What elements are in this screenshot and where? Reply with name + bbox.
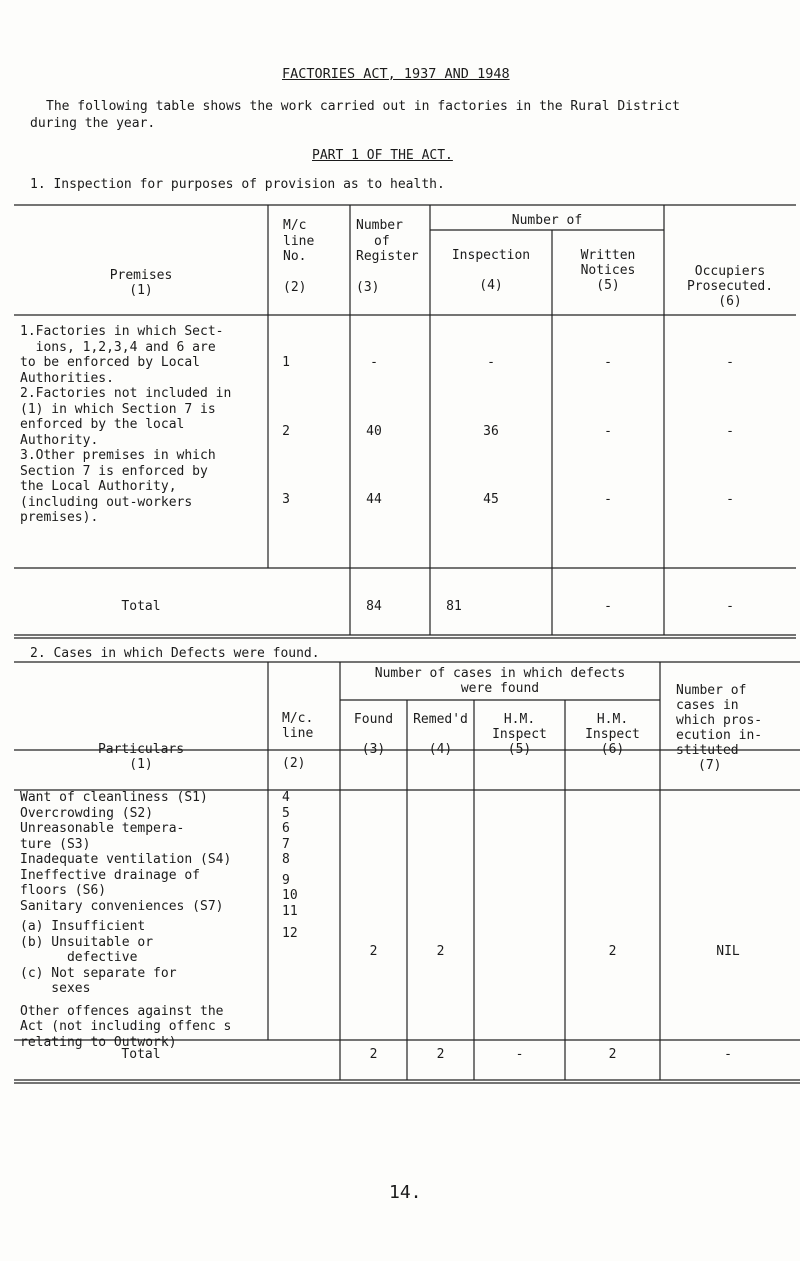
register-label-2: of <box>374 233 390 249</box>
particular-line: (c) Not separate for <box>20 965 177 981</box>
row3-line4: (including out-workers <box>20 494 193 510</box>
row3-line3: the Local Authority, <box>20 479 177 494</box>
t1-r2-register: 40 <box>366 424 382 439</box>
prosecution-label-2: cases in <box>676 698 739 713</box>
particular-line: sexes <box>20 981 91 996</box>
row3-line1: 3.Other premises in which <box>20 448 216 463</box>
premises-label: Premises <box>109 268 173 283</box>
particular-line: Overcrowding (S2) <box>20 805 154 821</box>
t2-total-prosecution: - <box>724 1047 732 1062</box>
t2-total-label: Total <box>121 1047 161 1062</box>
register-no: (3) <box>356 279 380 295</box>
particular-line: Other offences against the <box>20 1003 224 1019</box>
inspection-no: (4) <box>479 278 503 293</box>
row2-line3: enforced by the local <box>20 417 185 432</box>
particular-line: ture (S3) <box>20 836 91 852</box>
notices-no: (5) <box>596 278 620 293</box>
t2-prosecution-value: NIL <box>716 944 740 959</box>
prosecution-label-1: Number of <box>676 683 747 698</box>
t2-hm2-value: 2 <box>608 944 617 959</box>
t2-group-line-2: were found <box>460 681 540 696</box>
register-label-1: Number <box>356 218 403 233</box>
part-title: PART 1 OF THE ACT. <box>312 148 453 163</box>
t2-line-no: (2) <box>282 756 306 771</box>
inspection-label: Inspection <box>451 248 531 263</box>
t2-total-remedied: 2 <box>436 1047 445 1062</box>
line-number: 8 <box>282 852 290 867</box>
t2-found-value: 2 <box>369 944 378 959</box>
t1-r2-inspection: 36 <box>483 424 499 439</box>
hm2-label-2: Inspect <box>585 727 640 742</box>
hm1-no: (5) <box>507 742 532 757</box>
t1-r2-occupiers: - <box>726 424 734 439</box>
occupiers-label-2: Prosecuted. <box>686 279 774 294</box>
t1-total-notices: - <box>604 599 612 614</box>
t1-total-register: 84 <box>366 599 382 614</box>
occupiers-label-1: Occupiers <box>694 264 766 279</box>
page-number: 14. <box>389 1182 422 1203</box>
particular-line: Act (not including offenc s <box>20 1019 232 1034</box>
particulars-no: (1) <box>129 757 153 772</box>
prosecution-label-5: stituted <box>676 743 739 758</box>
section1-title: 1. Inspection for purposes of provision as to health. <box>30 177 445 192</box>
t1-r2-notices: - <box>604 424 612 439</box>
t1-r1-inspection: - <box>487 355 495 370</box>
particular-line: Sanitary conveniences (S7) <box>20 898 224 914</box>
t1-total-occupiers: - <box>726 599 734 614</box>
line-number: 9 <box>282 872 290 888</box>
row3-line2: Section 7 is enforced by <box>20 463 208 479</box>
t2-particulars-list <box>20 790 268 1050</box>
particular-line: (b) Unsuitable or <box>20 934 154 950</box>
t1-r3-occupiers: - <box>726 492 734 507</box>
t1-r1-register: - <box>370 355 378 370</box>
row2-line4: Authority. <box>20 432 99 448</box>
line-no: (2) <box>283 279 307 295</box>
register-label-3: Register <box>356 249 419 264</box>
t1-number-of-header: Number of <box>511 213 583 228</box>
t1-r1-occupiers: - <box>726 355 734 370</box>
particular-line: defective <box>20 950 138 965</box>
t1-r1-notices: - <box>604 355 612 370</box>
line-label-3: No. <box>283 249 307 264</box>
hm1-label-1: H.M. <box>503 712 536 727</box>
row1-line2: ions, 1,2,3,4 and 6 are <box>20 339 216 355</box>
particular-line: floors (S6) <box>20 883 107 898</box>
line-number: 7 <box>282 836 290 852</box>
particular-line: relating to Outwork) <box>20 1034 177 1050</box>
t2-total-found: 2 <box>369 1047 378 1062</box>
t2-group-line-1: Number of cases in which defects <box>374 666 626 681</box>
t2-remedied-value: 2 <box>436 944 445 959</box>
t2-line-label-2: line <box>282 726 314 741</box>
particular-line: Ineffective drainage of <box>20 867 201 883</box>
prosecution-label-3: which pros- <box>676 713 763 728</box>
t2-prosecution-header <box>676 683 796 773</box>
t1-r3-notices: - <box>604 492 612 507</box>
t1-total-inspection: 81 <box>446 599 462 614</box>
line-number: 10 <box>282 888 298 903</box>
t2-hm1-header <box>474 712 565 757</box>
notices-label-1: Written <box>580 248 636 263</box>
line-number: 11 <box>282 903 298 919</box>
row2-line1: 2.Factories not included in <box>20 386 232 401</box>
particulars-label: Particulars <box>97 742 185 757</box>
t2-found-header <box>340 712 407 757</box>
page-heading: FACTORIES ACT, 1937 AND 1948 <box>282 66 510 82</box>
remedied-label: Remed'd <box>413 712 468 727</box>
line-number: 4 <box>282 790 290 805</box>
intro-line-2: during the year. <box>30 116 156 131</box>
t1-r2-line: 2 <box>282 424 290 439</box>
intro-line-1: The following table shows the work carried out in factories in the Rural District <box>46 99 680 114</box>
t2-total-hm1: - <box>515 1047 524 1062</box>
row1-line1: 1.Factories in which Sect- <box>20 324 224 339</box>
t1-r3-inspection: 45 <box>483 492 499 507</box>
t2-line-header <box>282 711 340 771</box>
premises-no: (1) <box>129 283 153 298</box>
section2-title: 2. Cases in which Defects were found. <box>30 646 320 661</box>
t2-remedied-header <box>407 712 474 757</box>
remedied-no: (4) <box>428 742 453 757</box>
t1-r3-register: 44 <box>366 492 382 507</box>
line-number: 6 <box>282 821 290 836</box>
line-label-2: line <box>283 233 315 249</box>
t2-particulars-header <box>14 742 268 772</box>
line-number: 5 <box>282 805 290 821</box>
row1-line4: Authorities. <box>20 370 114 386</box>
notices-label-2: Notices <box>580 263 636 278</box>
t2-hm2-header <box>565 712 660 757</box>
t2-line-label-1: M/c. <box>282 711 314 726</box>
t2-group-header <box>340 666 660 696</box>
t1-r1-line: 1 <box>282 355 290 370</box>
hm1-label-2: Inspect <box>492 727 547 742</box>
particular-line: (a) Insufficient <box>20 919 146 934</box>
row3-line5: premises). <box>20 510 99 525</box>
hm2-label-1: H.M. <box>596 712 629 727</box>
t2-line-numbers <box>282 790 322 942</box>
t2-total-hm2: 2 <box>608 1047 617 1062</box>
row1-line3: to be enforced by Local <box>20 355 201 370</box>
particular-line: Inadequate ventilation (S4) <box>20 852 232 867</box>
line-number: 12 <box>282 926 298 941</box>
prosecution-no: (7) <box>698 758 722 773</box>
particular-line: Unreasonable tempera- <box>20 821 185 836</box>
hm2-no: (6) <box>600 742 625 757</box>
occupiers-no: (6) <box>718 294 742 309</box>
found-no: (3) <box>361 742 386 757</box>
t1-r3-line: 3 <box>282 492 290 507</box>
found-label: Found <box>353 712 394 727</box>
line-label-1: M/c <box>283 218 307 233</box>
prosecution-label-4: ecution in- <box>676 728 763 743</box>
particular-line: Want of cleanliness (S1) <box>20 790 208 805</box>
row2-line2: (1) in which Section 7 is <box>20 401 216 417</box>
t1-total-label: Total <box>121 599 161 614</box>
